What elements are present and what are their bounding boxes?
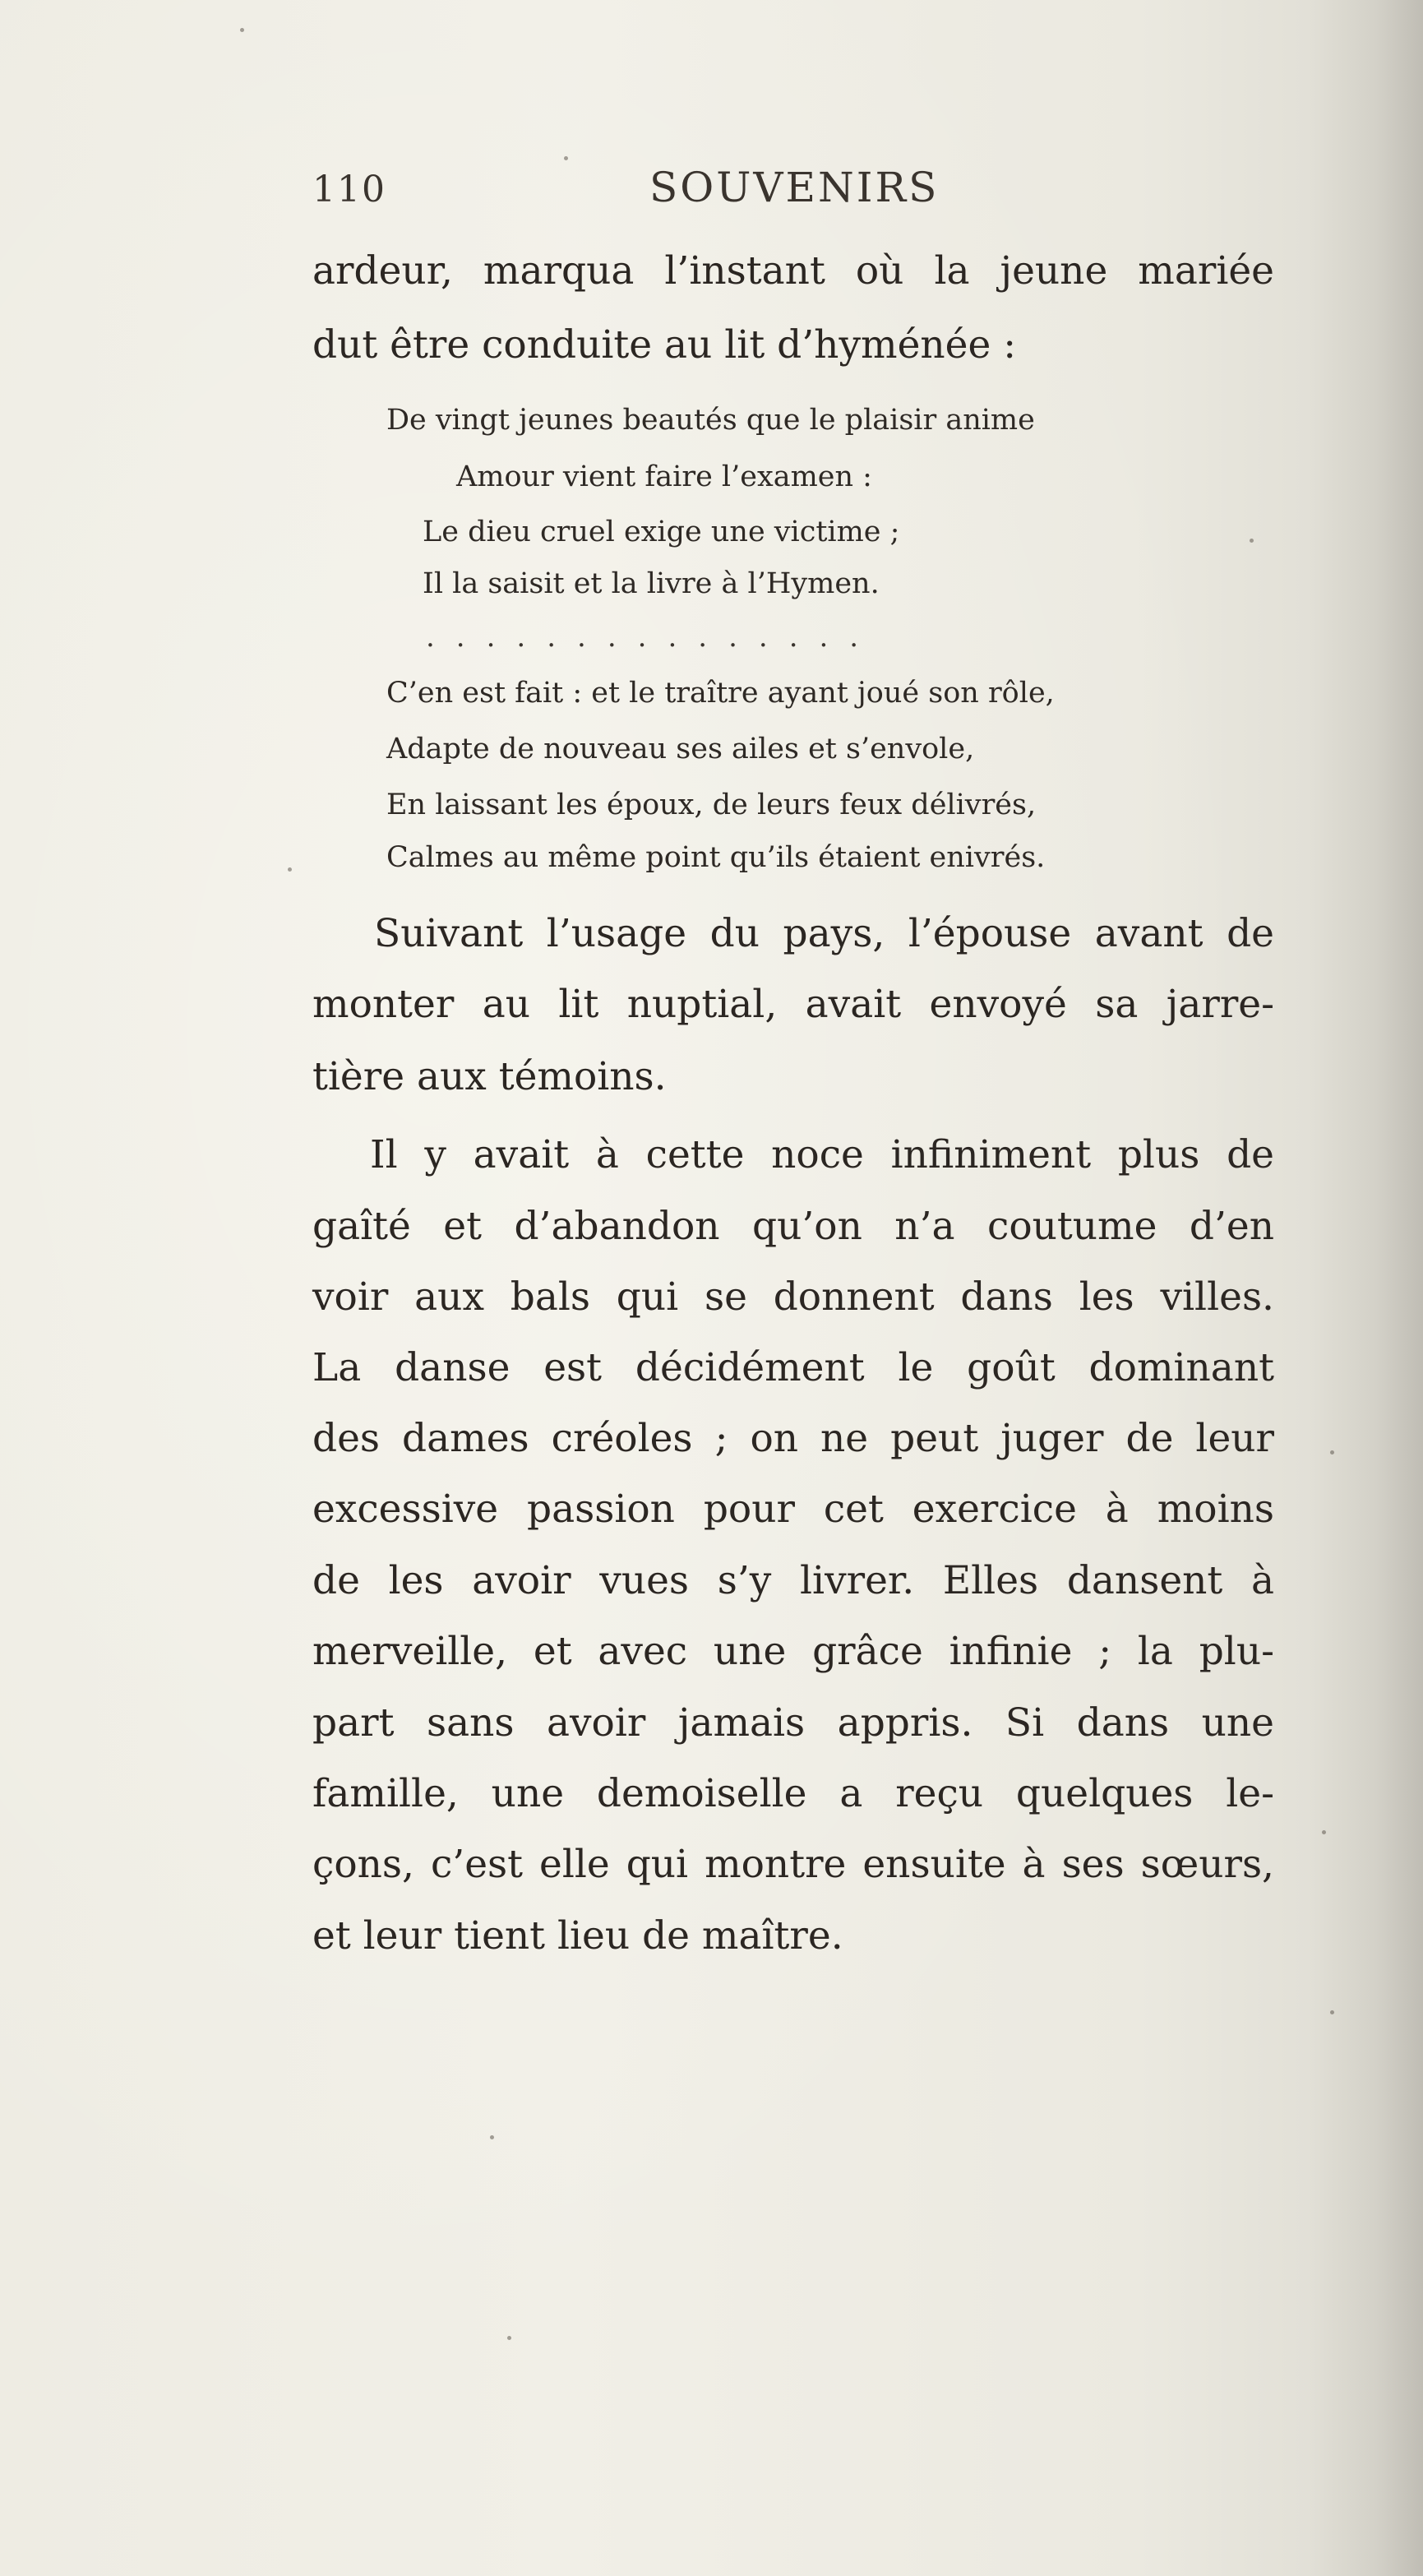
paper-speck [490, 2135, 494, 2139]
text-line: de les avoir vues s’y livrer. Elles dansent à [312, 1558, 1274, 1603]
ellipsis-line: ............... [426, 621, 880, 654]
text-line: voir aux bals qui se donnent dans les villes. [312, 1274, 1274, 1320]
verse-line: Calmes au même point qu’ils étaient enivrés. [386, 841, 1046, 874]
verse-line: Amour vient faire l’examen : [456, 460, 872, 493]
page-number: 110 [312, 169, 386, 210]
paper-speck [1250, 539, 1254, 543]
text-line: tière aux témoins. [312, 1054, 667, 1099]
text-line: excessive passion pour cet exercice à moins [312, 1487, 1274, 1532]
paper-speck [288, 867, 292, 872]
paper-speck [1330, 2010, 1334, 2014]
verse-line: C’en est fait : et le traître ayant joué son rôle, [386, 677, 1055, 710]
text-line: Suivant l’usage du pays, l’épouse avant de [374, 911, 1274, 956]
text-line: et leur tient lieu de maître. [312, 1913, 843, 1959]
text-line: Il y avait à cette noce infiniment plus de [370, 1132, 1274, 1177]
verse-line: En laissant les époux, de leurs feux délivrés, [386, 789, 1037, 821]
paper-speck [564, 156, 568, 160]
text-line: gaîté et d’abandon qu’on n’a coutume d’en [312, 1204, 1274, 1249]
verse-line: Il la saisit et la livre à l’Hymen. [423, 567, 880, 600]
paper-speck [240, 28, 244, 32]
text-line: çons, c’est elle qui montre ensuite à ses sœurs, [312, 1842, 1274, 1887]
verse-line: Adapte de nouveau ses ailes et s’envole, [386, 733, 975, 765]
text-line: famille, une demoiselle a reçu quelques le- [312, 1771, 1274, 1816]
paper-speck [1330, 1450, 1334, 1454]
text-line: La danse est décidément le goût dominant [312, 1345, 1274, 1390]
paper-speck [1322, 1830, 1326, 1834]
page-edge-shadow [1308, 0, 1423, 2576]
paper-speck [507, 2336, 511, 2340]
text-line: ardeur, marqua l’instant où la jeune mariée [312, 248, 1274, 294]
running-head: SOUVENIRS [649, 164, 940, 211]
verse-line: Le dieu cruel exige une victime ; [423, 516, 900, 548]
page-header [312, 164, 1282, 218]
text-line: merveille, et avec une grâce infinie ; la plu- [312, 1629, 1274, 1674]
text-line: des dames créoles ; on ne peut juger de leur [312, 1416, 1274, 1461]
text-line: monter au lit nuptial, avait envoyé sa jarre- [312, 982, 1274, 1027]
text-line: dut être conduite au lit d’hyménée : [312, 322, 1017, 368]
verse-line: De vingt jeunes beautés que le plaisir anime [386, 404, 1035, 437]
text-line: part sans avoir jamais appris. Si dans une [312, 1700, 1274, 1746]
